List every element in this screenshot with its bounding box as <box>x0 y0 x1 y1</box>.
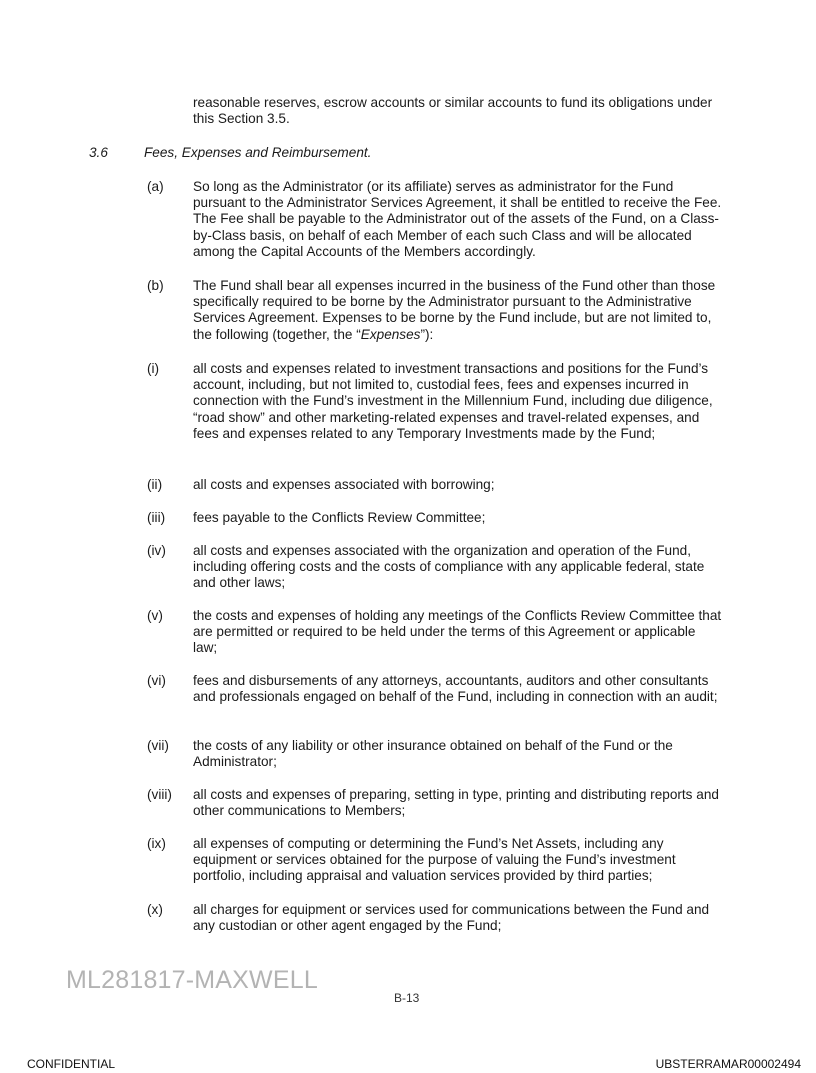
clause-text: all expenses of computing or determining the Fund’s Net Assets, including any equipment or services obtained for the purpose of valuing the Fund’s investment portfolio, including appraisal and valuation services provided by third parties; <box>193 836 676 884</box>
clause-label: (iii) <box>147 510 166 525</box>
clause-text: all costs and expenses related to investment transactions and positions for the Fund’s account, including, but not limited to, custodial fees, fees and expenses incurred in connection with the Fund’s investment in the Millennium Fund, including due diligence, “road show” and other marketing-related expenses and travel-related expenses, and fees and expenses related to any Temporary Investments made by the Fund; <box>193 361 713 441</box>
clause-label: (v) <box>147 608 163 623</box>
clause-label: (vi) <box>147 673 166 688</box>
clause-text: So long as the Administrator (or its affiliate) serves as administrator for the Fund pursuant to the Administrator Services Agreement, it shall be entitled to receive the Fee. The Fee shall be payable to the Administrator out of the assets of the Fund, on a Class-by-Class basis, on behalf of each Member of each such Class and will be allocated among the Capital Accounts of the Members accordingly. <box>193 179 722 259</box>
clause-text-end: ”): <box>420 326 434 342</box>
watermark-stamp: ML281817-MAXWELL <box>66 966 318 994</box>
clause-label: (iv) <box>147 543 166 558</box>
confidential-label: CONFIDENTIAL <box>27 1057 116 1071</box>
clause-label: (b) <box>147 278 164 293</box>
clause-label: (a) <box>147 179 164 194</box>
clause-label: (viii) <box>147 787 172 802</box>
clause-text: all costs and expenses associated with borrowing; <box>193 477 495 492</box>
section-title: Fees, Expenses and Reimbursement. <box>144 145 372 160</box>
page-number: B-13 <box>394 991 420 1005</box>
clause-label: (i) <box>147 361 160 376</box>
clause-text: all costs and expenses associated with the organization and operation of the Fund, including offering costs and the costs of compliance with any applicable federal, state and other laws; <box>193 543 705 591</box>
continuation-paragraph: reasonable reserves, escrow accounts or similar accounts to fund its obligations under this Section 3.5. <box>193 95 713 127</box>
defined-term-expenses: Expenses <box>360 326 421 342</box>
clause-label: (ii) <box>147 477 163 492</box>
clause-label: (vii) <box>147 738 169 753</box>
bates-number: UBSTERRAMAR00002494 <box>655 1057 801 1071</box>
clause-text <box>193 278 723 343</box>
section-number: 3.6 <box>89 145 108 160</box>
clause-text: the costs of any liability or other insurance obtained on behalf of the Fund or the Administrator; <box>193 738 673 770</box>
clause-label: (ix) <box>147 836 166 851</box>
clause-text: the costs and expenses of holding any meetings of the Conflicts Review Committee that are permitted or required to be held under the terms of this Agreement or applicable law; <box>193 608 722 656</box>
clause-label: (x) <box>147 902 163 917</box>
clause-text: fees and disbursements of any attorneys, accountants, auditors and other consultants and professionals engaged on behalf of the Fund, including in connection with an audit; <box>193 673 718 705</box>
clause-text: all charges for equipment or services used for communications between the Fund and any custodian or other agent engaged by the Fund; <box>193 902 710 934</box>
clause-text: fees payable to the Conflicts Review Committee; <box>193 510 486 525</box>
clause-text: all costs and expenses of preparing, setting in type, printing and distributing reports and other communications to Members; <box>193 787 719 819</box>
clause-text-start: The Fund shall bear all expenses incurred in the business of the Fund other than those specifically required to be borne by the Administrator pursuant to the Administrative Services Agreement. Expenses to be borne by the Fund include, but are not limited to, the following (together, the “ <box>193 278 716 342</box>
